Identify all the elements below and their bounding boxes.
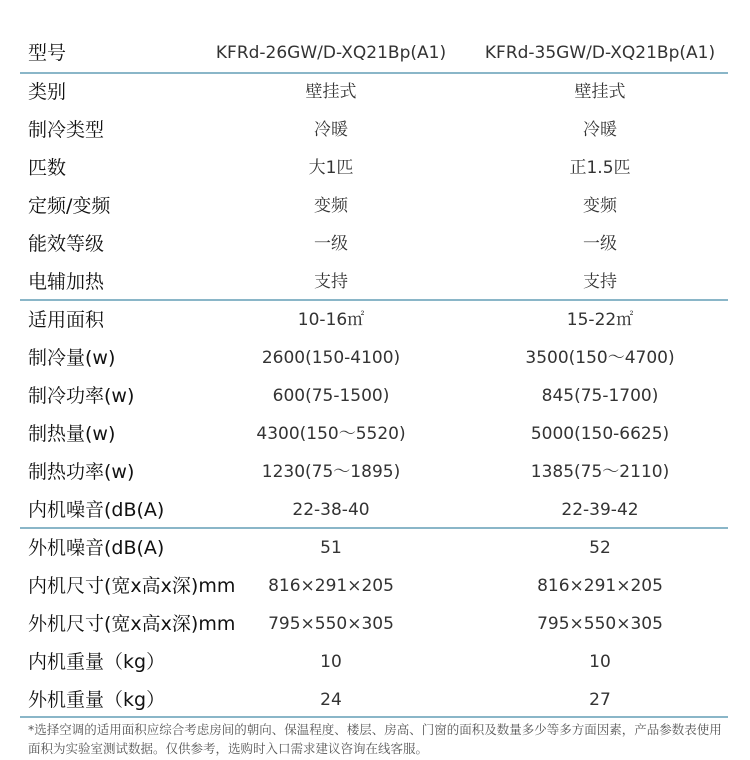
row-label: 内机尺寸(宽x高x深)mm — [28, 575, 236, 597]
value-model-2: 845(75-1700) — [541, 386, 659, 406]
value-model-1: 10 — [320, 652, 342, 672]
row-label: 外机尺寸(宽x高x深)mm — [28, 613, 236, 635]
row-label: 制热量(w) — [28, 423, 116, 445]
value-model-1: 变频 — [314, 196, 348, 216]
value-model-1: 大1匹 — [308, 158, 354, 178]
row-label: 制冷类型 — [28, 119, 105, 141]
value-model-1: 一级 — [314, 234, 348, 254]
value-model-2: 冷暖 — [583, 120, 617, 140]
row-label: 制冷量(w) — [28, 347, 116, 369]
spec-row — [0, 529, 750, 567]
value-model-2: 52 — [589, 538, 611, 558]
spec-row — [0, 415, 750, 453]
value-model-2: 壁挂式 — [574, 82, 626, 102]
model-name-2: KFRd-35GW/D-XQ21Bp(A1) — [484, 43, 716, 63]
model-row — [0, 34, 750, 72]
value-model-1: 10-16㎡ — [297, 310, 365, 330]
spec-row — [0, 187, 750, 225]
spec-row — [0, 225, 750, 263]
row-label: 定频/变频 — [28, 195, 111, 217]
value-model-1: 600(75-1500) — [272, 386, 390, 406]
value-model-1: 2600(150-4100) — [261, 348, 401, 368]
spec-row — [0, 453, 750, 491]
spec-row — [0, 339, 750, 377]
row-label: 能效等级 — [28, 233, 105, 255]
value-model-1: 1230(75～1895) — [261, 462, 401, 482]
value-model-1: 4300(150～5520) — [256, 424, 406, 444]
value-model-2: 一级 — [583, 234, 617, 254]
value-model-1: 795×550×305 — [268, 614, 394, 634]
value-model-2: 795×550×305 — [537, 614, 663, 634]
spec-row — [0, 605, 750, 643]
value-model-2: 816×291×205 — [537, 576, 663, 596]
spec-row — [0, 681, 750, 719]
row-label: 内机噪音(dB(A) — [28, 499, 165, 521]
value-model-1: 冷暖 — [314, 120, 348, 140]
row-label: 制热功率(w) — [28, 461, 135, 483]
divider — [20, 716, 728, 718]
value-model-1: 壁挂式 — [305, 82, 357, 102]
row-label: 类别 — [28, 81, 67, 103]
value-model-1: 24 — [320, 690, 342, 710]
value-model-1: 51 — [320, 538, 342, 558]
value-model-2: 5000(150-6625) — [530, 424, 670, 444]
spec-row — [0, 377, 750, 415]
spec-row — [0, 263, 750, 301]
model-name-1: KFRd-26GW/D-XQ21Bp(A1) — [215, 43, 447, 63]
spec-row — [0, 73, 750, 111]
value-model-2: 22-39-42 — [561, 500, 639, 520]
spec-row — [0, 491, 750, 529]
spec-row — [0, 643, 750, 681]
row-label: 外机重量（kg） — [28, 689, 166, 711]
value-model-2: 正1.5匹 — [569, 158, 631, 178]
value-model-2: 变频 — [583, 196, 617, 216]
value-model-2: 27 — [589, 690, 611, 710]
value-model-2: 1385(75～2110) — [530, 462, 670, 482]
spec-row — [0, 111, 750, 149]
row-label: 型号 — [28, 42, 67, 64]
row-label: 适用面积 — [28, 309, 105, 331]
value-model-2: 支持 — [583, 272, 617, 292]
row-label: 外机噪音(dB(A) — [28, 537, 165, 559]
spec-row — [0, 149, 750, 187]
spec-row — [0, 567, 750, 605]
row-label: 匹数 — [28, 157, 67, 179]
value-model-2: 3500(150～4700) — [525, 348, 675, 368]
footnote: *选择空调的适用面积应综合考虑房间的朝向、保温程度、楼层、房高、门窗的面积及数量多少等多方面因素，产品参数表使用面积为实验室测试数据。仅供参考，选购时入口需求建议咨询在线客服。 — [28, 722, 722, 756]
row-label: 制冷功率(w) — [28, 385, 135, 407]
value-model-1: 支持 — [314, 272, 348, 292]
value-model-1: 22-38-40 — [292, 500, 370, 520]
value-model-2: 10 — [589, 652, 611, 672]
row-label: 内机重量（kg） — [28, 651, 166, 673]
spec-row — [0, 301, 750, 339]
value-model-2: 15-22㎡ — [566, 310, 634, 330]
row-label: 电辅加热 — [28, 271, 105, 293]
value-model-1: 816×291×205 — [268, 576, 394, 596]
